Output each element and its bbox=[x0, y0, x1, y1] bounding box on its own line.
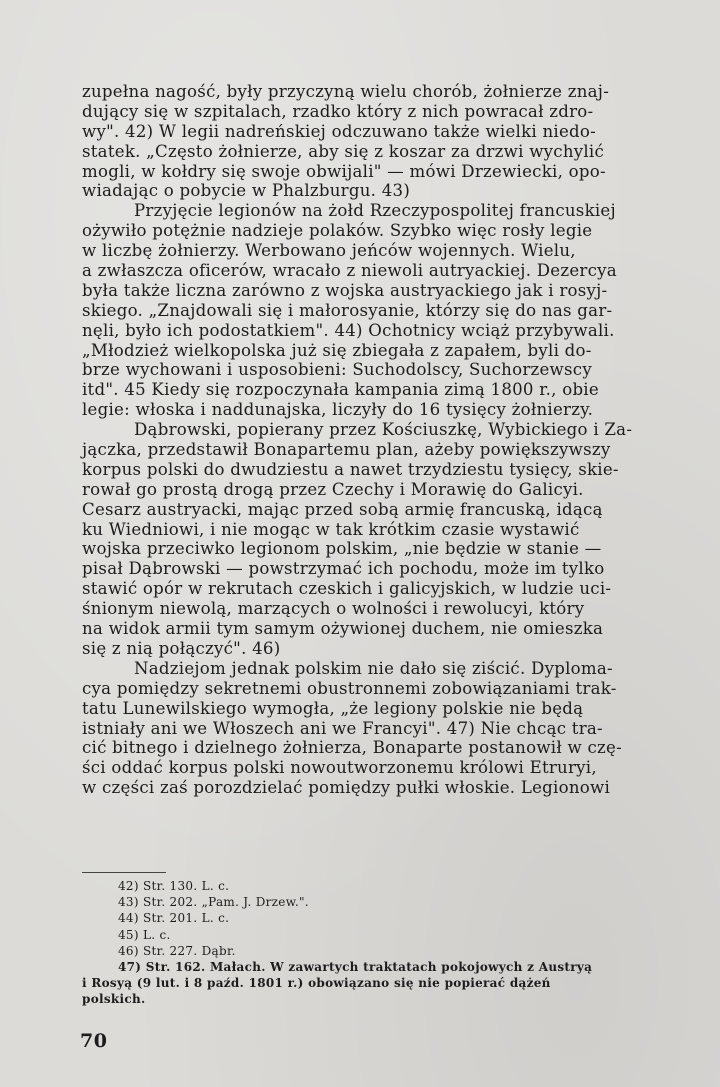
footnote-divider bbox=[82, 872, 166, 873]
text-line: jączka, przedstawił Bonapartemu plan, ażeby powiększywszy bbox=[82, 440, 611, 460]
text-line: cya pomiędzy sekretnemi obustronnemi zobowiązaniami trak- bbox=[82, 678, 617, 698]
text-line: nęli, było ich podostatkiem". 44) Ochotnicy wciąż przybywali. bbox=[82, 320, 615, 340]
text-line: była także liczna zarówno z wojska austryackiego jak i rosyj- bbox=[82, 280, 608, 300]
text-line: istniały ani we Włoszech ani we Francyi". 47) Nie chcąc tra- bbox=[82, 718, 603, 738]
footnote-line: 45) L. c. bbox=[118, 927, 171, 942]
text-line: się z nią połączyć". 46) bbox=[82, 638, 281, 658]
text-line: w części zaś porozdzielać pomiędzy pułki włoskie. Legionowi bbox=[82, 778, 611, 798]
footnote-line: 43) Str. 202. „Pam. J. Drzew.". bbox=[118, 895, 309, 910]
footnote-line: 42) Str. 130. L. c. bbox=[118, 879, 230, 893]
text-line: na widok armii tym samym ożywionej duchem, nie omieszka bbox=[82, 619, 604, 639]
footnotes bbox=[82, 878, 712, 1008]
text-line: stawić opór w rekrutach czeskich i galicyjskich, w ludzie uci- bbox=[82, 579, 612, 599]
page-number: 70 bbox=[80, 1030, 108, 1052]
text-line: ku Wiedniowi, i nie mogąc w tak krótkim czasie wystawić bbox=[82, 519, 580, 539]
text-line: rował go prostą drogą przez Czechy i Morawię do Galicyi. bbox=[82, 479, 584, 499]
text-line: tatu Lunewilskiego wymogła, „że legiony polskie nie będą bbox=[82, 698, 584, 718]
text-line: cić bitnego i dzielnego żołnierza, Bonaparte postanowił w czę- bbox=[82, 738, 622, 758]
body-text bbox=[82, 82, 712, 798]
text-line: Cesarz austryacki, mając przed sobą armię francuską, idącą bbox=[82, 499, 603, 519]
text-line: a zwłaszcza oficerów, wracało z niewoli autryackiej. Dezercya bbox=[82, 261, 617, 281]
text-line: Przyjęcie legionów na żołd Rzeczypospolitej francuskiej bbox=[134, 201, 616, 221]
text-line: pisał Dąbrowski — powstrzymać ich pochodu, może im tylko bbox=[82, 559, 605, 579]
text-line: ożywiło potężnie nadzieje polaków. Szybko więc rosły legie bbox=[82, 221, 593, 241]
text-line: legie: włoska i naddunajska, liczyły do 16 tysięcy żołnierzy. bbox=[82, 400, 594, 420]
footnote-line: i Rosyą (9 lut. i 8 paźd. 1801 r.) obowiązano się nie popierać dążeń bbox=[82, 976, 551, 991]
text-line: Nadziejom jednak polskim nie dało się ziścić. Dyploma- bbox=[134, 658, 613, 678]
footnote-line: 46) Str. 227. Dąbr. bbox=[118, 943, 236, 958]
text-line: itd". 45 Kiedy się rozpoczynała kampania zimą 1800 r., obie bbox=[82, 380, 599, 400]
footnote-line: polskich. bbox=[82, 992, 146, 1007]
text-line: korpus polski do dwudziestu a nawet trzydziestu tysięcy, skie- bbox=[82, 459, 619, 479]
text-line: „Młodzież wielkopolska już się zbiegała z zapałem, byli do- bbox=[82, 340, 592, 360]
footnote-line: 47) Str. 162. Małach. W zawartych traktatach pokojowych z Austryą bbox=[118, 959, 593, 974]
text-line: wiadając o pobycie w Phalzburgu. 43) bbox=[82, 181, 411, 201]
text-line: ści oddać korpus polski nowoutworzonemu królowi Etruryi, bbox=[82, 758, 597, 778]
text-line: dujący się w szpitalach, rzadko który z nich powracał zdro- bbox=[82, 101, 594, 121]
text-line: wojska przeciwko legionom polskim, „nie będzie w stanie — bbox=[82, 539, 602, 559]
text-line: skiego. „Znajdowali się i małorosyanie, którzy się do nas gar- bbox=[82, 300, 613, 320]
text-line: statek. „Często żołnierze, aby się z koszar za drzwi wychylić bbox=[82, 141, 605, 161]
text-line: wy". 42) W legii nadreńskiej odczuwano także wielki niedo- bbox=[82, 121, 596, 141]
text-line: brze wychowani i usposobieni: Suchodolscy, Suchorzewscy bbox=[82, 360, 592, 380]
text-line: śnionym niewolą, marzących o wolności i rewolucyi, który bbox=[82, 599, 585, 619]
text-line: mogli, w kołdry się swoje obwijali" — mówi Drzewiecki, opo- bbox=[82, 161, 606, 181]
text-line: zupełna nagość, były przyczyną wielu chorób, żołnierze znaj- bbox=[82, 82, 610, 101]
text-line: w liczbę żołnierzy. Werbowano jeńców wojennych. Wielu, bbox=[82, 241, 576, 261]
text-line: Dąbrowski, popierany przez Kościuszkę, Wybickiego i Za- bbox=[134, 420, 633, 440]
footnote-line: 44) Str. 201. L. c. bbox=[118, 911, 230, 926]
